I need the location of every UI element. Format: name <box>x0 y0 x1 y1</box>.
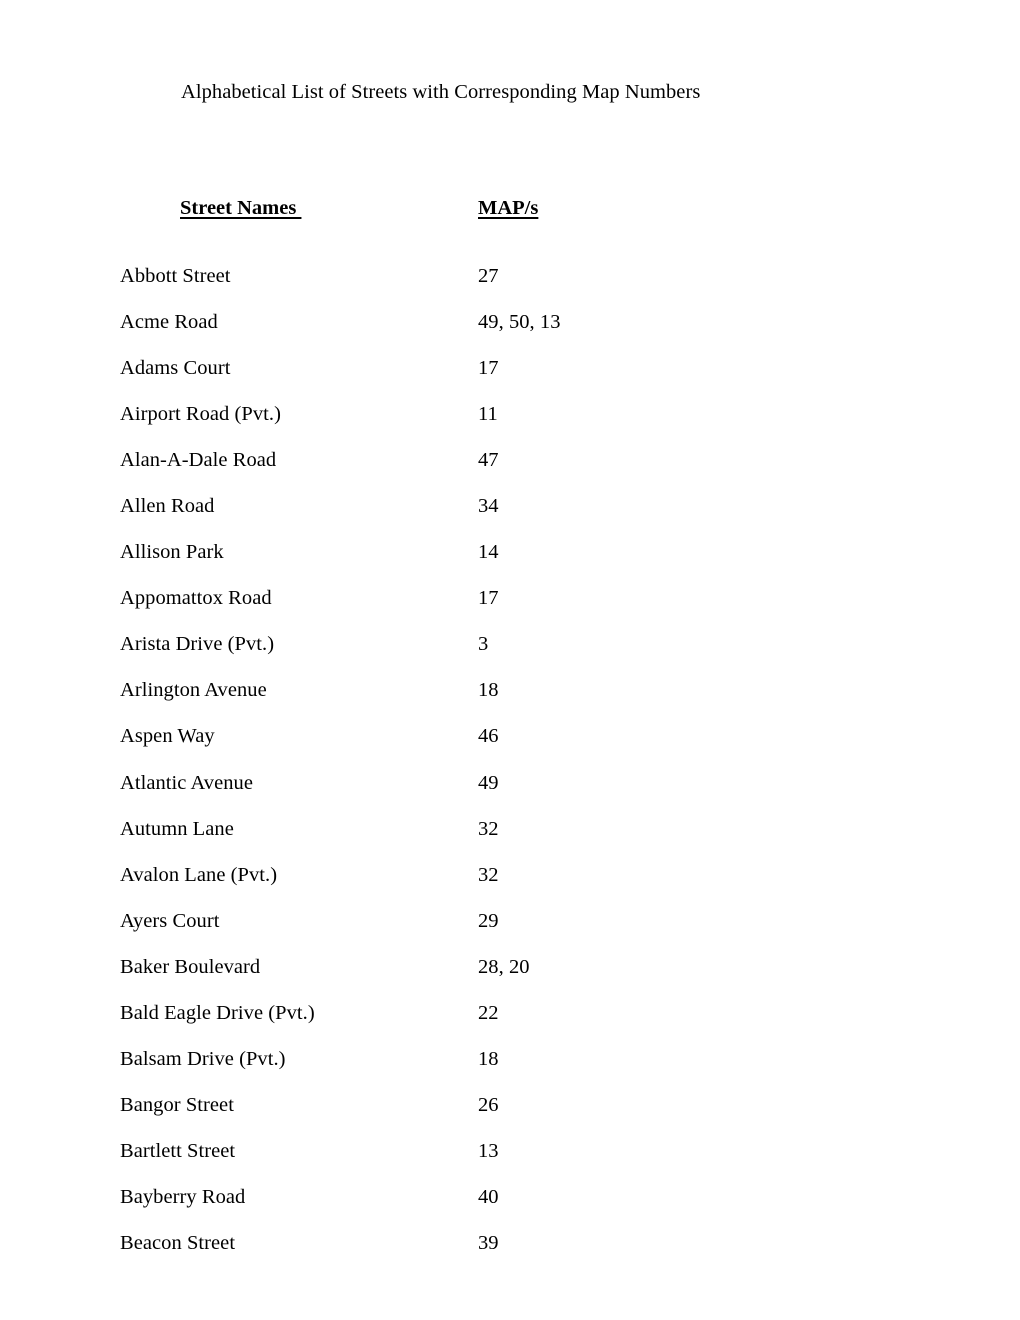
table-row <box>0 631 1020 677</box>
map-numbers-cell: 26 <box>478 1093 499 1116</box>
table-row <box>0 770 1020 816</box>
street-name-cell: Autumn Lane <box>120 817 234 840</box>
map-numbers-cell: 17 <box>478 587 499 610</box>
map-numbers-cell: 18 <box>478 1047 499 1070</box>
street-name-cell: Balsam Drive (Pvt.) <box>120 1047 286 1070</box>
table-row <box>0 954 1020 1000</box>
street-name-cell: Avalon Lane (Pvt.) <box>120 863 278 886</box>
map-numbers-cell: 40 <box>478 1185 499 1208</box>
table-row <box>0 908 1020 954</box>
table-row <box>0 355 1020 401</box>
table-row <box>0 1046 1020 1092</box>
street-name-cell: Atlantic Avenue <box>120 771 254 794</box>
table-row <box>0 1184 1020 1230</box>
map-numbers-cell: 22 <box>478 1001 499 1024</box>
map-numbers-cell: 28, 20 <box>478 955 530 978</box>
street-name-cell: Acme Road <box>120 311 218 334</box>
street-name-cell: Alan-A-Dale Road <box>120 449 277 472</box>
map-numbers-cell: 46 <box>478 725 499 748</box>
map-numbers-cell: 27 <box>478 265 499 287</box>
map-numbers-cell: 17 <box>478 357 499 380</box>
map-numbers-cell: 39 <box>478 1231 499 1254</box>
street-name-cell: Adams Court <box>120 357 231 380</box>
table-row <box>0 862 1020 908</box>
map-numbers-cell: 11 <box>478 403 498 426</box>
table-row <box>0 816 1020 862</box>
street-name-cell: Beacon Street <box>120 1231 236 1254</box>
table-row <box>0 723 1020 769</box>
table-row <box>0 1092 1020 1138</box>
table-header-row <box>0 195 1020 223</box>
table-row <box>0 677 1020 723</box>
column-header-maps: MAP/s <box>478 197 539 219</box>
table-row <box>0 401 1020 447</box>
street-name-cell: Aspen Way <box>120 725 215 748</box>
map-numbers-cell: 3 <box>478 633 489 656</box>
street-name-cell: Appomattox Road <box>120 587 272 610</box>
street-name-cell: Bayberry Road <box>120 1185 246 1208</box>
table-row <box>0 1000 1020 1046</box>
table-row <box>0 263 1020 309</box>
table-row <box>0 447 1020 493</box>
map-numbers-cell: 47 <box>478 449 499 472</box>
map-numbers-cell: 49 <box>478 771 499 794</box>
map-numbers-cell: 32 <box>478 863 499 886</box>
table-row <box>0 1138 1020 1184</box>
map-numbers-cell: 18 <box>478 679 499 702</box>
map-numbers-cell: 13 <box>478 1139 499 1162</box>
street-table-body <box>0 263 1020 1276</box>
street-name-cell: Baker Boulevard <box>120 955 261 978</box>
street-name-cell: Bald Eagle Drive (Pvt.) <box>120 1001 315 1024</box>
street-name-cell: Bartlett Street <box>120 1139 236 1162</box>
map-numbers-cell: 49, 50, 13 <box>478 311 561 334</box>
map-numbers-cell: 29 <box>478 909 499 932</box>
map-numbers-cell: 32 <box>478 817 499 840</box>
table-row <box>0 585 1020 631</box>
street-name-cell: Bangor Street <box>120 1093 234 1116</box>
street-name-cell: Airport Road (Pvt.) <box>120 403 281 426</box>
street-name-cell: Arista Drive (Pvt.) <box>120 633 275 656</box>
street-name-cell: Arlington Avenue <box>120 679 267 702</box>
street-name-cell: Abbott Street <box>120 265 231 287</box>
street-name-cell: Allen Road <box>120 495 215 518</box>
street-name-cell: Ayers Court <box>120 909 220 932</box>
street-name-cell: Allison Park <box>120 541 224 564</box>
column-header-street-names: Street Names <box>180 197 302 219</box>
table-row <box>0 493 1020 539</box>
map-numbers-cell: 34 <box>478 495 499 518</box>
map-numbers-cell: 14 <box>478 541 499 564</box>
table-row <box>0 309 1020 355</box>
table-row <box>0 539 1020 585</box>
page-title: Alphabetical List of Streets with Corresponding Map Numbers <box>181 81 701 103</box>
table-row <box>0 1230 1020 1276</box>
